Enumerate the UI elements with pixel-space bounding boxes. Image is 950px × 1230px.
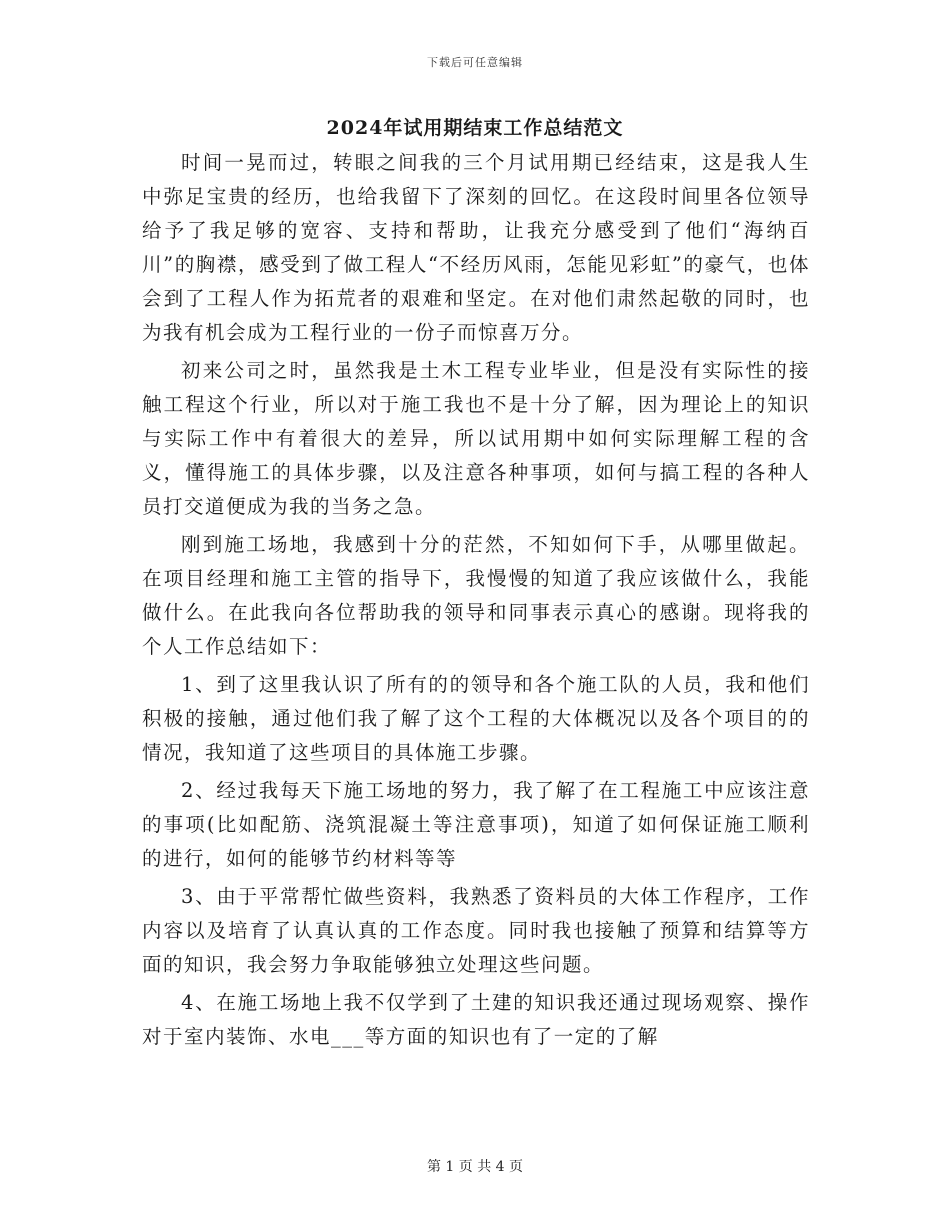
paragraph: 2、经过我每天下施工场地的努力，我了解了在工程施工中应该注意的事项(比如配筋、浇筑混凝土等注意事项)，知道了如何保证施工顺利的进行，如何的能够节约材料等等 bbox=[142, 779, 810, 870]
paragraph: 3、由于平常帮忙做些资料，我熟悉了资料员的大体工作程序，工作内容以及培育了认真认真的工作态度。同时我也接触了预算和结算等方面的知识，我会努力争取能够独立处理这些问题。 bbox=[142, 885, 810, 976]
document-title: 2024年试用期结束工作总结范文 bbox=[326, 117, 624, 139]
document-body bbox=[142, 146, 810, 1058]
paragraph: 初来公司之时，虽然我是土木工程专业毕业，但是没有实际性的接触工程这个行业，所以对于施工我也不是十分了解，因为理论上的知识与实际工作中有着很大的差异，所以试用期中如何实际理解工程的含义，懂得施工的具体步骤，以及注意各种事项，如何与搞工程的各种人员打交道便成为我的当务之急。 bbox=[142, 359, 810, 518]
paragraph: 时间一晃而过，转眼之间我的三个月试用期已经结束，这是我人生中弥足宝贵的经历，也给我留下了深刻的回忆。在这段时间里各位领导给予了我足够的宽容、支持和帮助，让我充分感受到了他们“海纳百川”的胸襟，感受到了做工程人“不经历风雨，怎能见彩虹”的豪气，也体会到了工程人作为拓荒者的艰难和坚定。在对他们肃然起敬的同时，也为我有机会成为工程行业的一份子而惊喜万分。 bbox=[142, 151, 810, 344]
paragraph: 4、在施工场地上我不仅学到了土建的知识我还通过现场观察、操作对于室内装饰、水电___等方面的知识也有了一定的了解 bbox=[142, 991, 810, 1048]
paragraph: 刚到施工场地，我感到十分的茫然，不知如何下手，从哪里做起。在项目经理和施工主管的指导下，我慢慢的知道了我应该做什么，我能做什么。在此我向各位帮助我的领导和同事表示真心的感谢。现将我的个人工作总结如下： bbox=[142, 533, 810, 658]
page-number: 第 1 页 共 4 页 bbox=[426, 1159, 524, 1175]
header-note: 下载后可任意编辑 bbox=[427, 56, 523, 69]
paragraph: 1、到了这里我认识了所有的的领导和各个施工队的人员，我和他们积极的接触，通过他们我了解了这个工程的大体概况以及各个项目的的情况，我知道了这些项目的具体施工步骤。 bbox=[142, 673, 810, 764]
